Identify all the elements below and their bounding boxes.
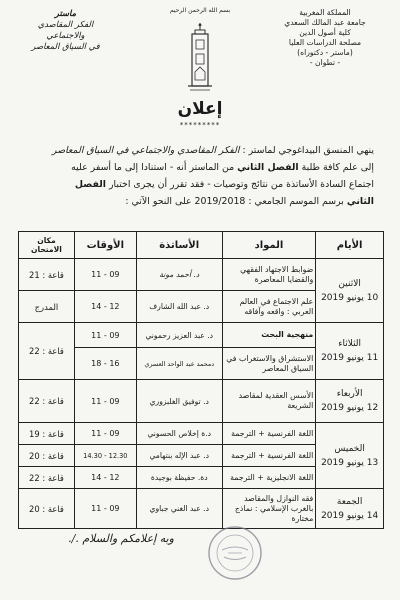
column-header-days: الأيام bbox=[316, 232, 384, 259]
body-text: إلى علم كافة طلبة bbox=[301, 162, 374, 173]
room-cell: قاعة : 20 bbox=[19, 445, 75, 467]
subject-cell: اللغة الانجليزية + الترجمة bbox=[222, 467, 316, 489]
divider-stars: ********* bbox=[179, 121, 221, 129]
time-cell: 12 - 14 bbox=[74, 467, 136, 489]
basmala: بسم الله الرحمن الرحيم bbox=[169, 7, 231, 14]
column-header-times: الأوقات bbox=[74, 232, 136, 259]
day-date: 14 يونيو 2019 bbox=[321, 510, 379, 521]
day-date: 12 يونيو 2019 bbox=[321, 403, 379, 413]
closing-text: وبه إعلامكم والسلام ./. bbox=[68, 532, 174, 545]
announcement-body bbox=[22, 142, 374, 210]
exam-schedule-table bbox=[18, 231, 384, 529]
day-cell bbox=[316, 423, 384, 489]
header-line: مصلحة الدراسات العليا bbox=[288, 38, 362, 47]
program-line: الفكر المقاصدي والاجتماعي bbox=[37, 19, 94, 40]
room-cell: قاعة : 20 bbox=[19, 489, 75, 529]
day-cell bbox=[316, 380, 384, 423]
semester-text: الثاني bbox=[346, 196, 374, 207]
time-cell: 09 - 11 bbox=[74, 489, 136, 529]
table-row bbox=[19, 323, 384, 348]
official-stamp bbox=[206, 524, 264, 582]
header-line: - تطوان - bbox=[309, 58, 341, 67]
day-date: 13 يونيو 2019 bbox=[321, 457, 379, 468]
subject-cell: اللغة الفرنسية + الترجمة bbox=[222, 423, 316, 445]
day-name: الاثنين bbox=[338, 278, 361, 289]
body-text: من الماستر أنه - استنادا إلى ما أسفر عليه bbox=[71, 162, 235, 173]
body-line bbox=[22, 176, 374, 193]
time-cell: 09 - 11 bbox=[74, 380, 136, 423]
body-text: اجتماع السادة الأساتذة من نتائج وتوصيات - فقد تقرر أن يجرى اختبار bbox=[109, 179, 374, 190]
column-header-professors: الأساتذة bbox=[136, 232, 222, 259]
body-line bbox=[22, 142, 374, 159]
header-line: (ماستر - دكتوراه) bbox=[297, 48, 353, 57]
room-cell: قاعة : 22 bbox=[19, 467, 75, 489]
body-text: ينهي المنسق البيداغوجي لماستر : bbox=[242, 145, 374, 156]
time-cell: 12.30 - 14.30 bbox=[74, 445, 136, 467]
time-cell: 12 - 14 bbox=[74, 291, 136, 323]
time-cell: 09 - 11 bbox=[74, 323, 136, 348]
column-header-room: مكان الامتحان bbox=[19, 232, 75, 259]
day-name: الجمعة bbox=[336, 496, 363, 507]
room-cell: قاعة : 22 bbox=[19, 323, 75, 380]
subject-cell: اللغة الفرنسية + الترجمة bbox=[222, 445, 316, 467]
table-header-row bbox=[19, 232, 384, 259]
header-line: المملكة المغربية bbox=[299, 8, 351, 17]
time-cell: 16 - 18 bbox=[74, 348, 136, 380]
body-line bbox=[22, 159, 374, 176]
master-name: الفكر المقاصدي والاجتماعي في السياق المعاصر bbox=[52, 145, 240, 156]
program-line: ماستر bbox=[54, 8, 77, 18]
professor-cell: دمحمد عبد الواحد العسري bbox=[136, 348, 222, 380]
header-line: كلية أصول الدين bbox=[299, 28, 351, 37]
professor-cell: د. عبد الإله بنتهامي bbox=[136, 445, 222, 467]
professor-cell: د. توفيق الغلبزوري bbox=[136, 380, 222, 423]
body-line bbox=[22, 193, 374, 210]
subject-cell: علم الاجتماع في العالم العربي : واقعه وآفاقه bbox=[222, 291, 316, 323]
room-cell: قاعة : 19 bbox=[19, 423, 75, 445]
semester-text: الفصل bbox=[74, 179, 107, 190]
time-cell: 09 - 11 bbox=[74, 259, 136, 291]
subject-cell: الاستشراق والاستغراب في السياق المعاصر bbox=[222, 348, 316, 380]
professor-cell: د. عبد الله الشارف bbox=[136, 291, 222, 323]
page-title: إعلان bbox=[177, 99, 223, 119]
subject-cell: فقه النوازل والمقاصد بالغرب الإسلامي : نماذج مختارة bbox=[222, 489, 316, 529]
master-program-header bbox=[18, 8, 113, 52]
program-line: في السياق المعاصر bbox=[31, 41, 100, 51]
minaret-logo bbox=[186, 22, 214, 96]
day-cell bbox=[316, 323, 384, 380]
institution-header bbox=[266, 8, 384, 68]
day-cell bbox=[316, 259, 384, 323]
professor-cell: د. عبد العزيز رحموني bbox=[136, 323, 222, 348]
room-cell: قاعة : 21 bbox=[19, 259, 75, 291]
room-cell: المدرج bbox=[19, 291, 75, 323]
body-text: برسم الموسم الجامعي : 2019/2018 على النحو الآتي : bbox=[125, 196, 344, 207]
header-line: جامعة عبد المالك السعدي bbox=[284, 18, 366, 27]
subject-cell: ضوابط الاجتهاد الفقهي والقضايا المعاصرة bbox=[222, 259, 316, 291]
column-header-subjects: المواد bbox=[222, 232, 316, 259]
room-cell: قاعة : 22 bbox=[19, 380, 75, 423]
day-cell bbox=[316, 489, 384, 529]
professor-cell: د. عبد الغني جباوي bbox=[136, 489, 222, 529]
professor-cell: دة. حفيظة بوجيدة bbox=[136, 467, 222, 489]
table-row bbox=[19, 259, 384, 291]
professor-cell: د.ة إخلاص الحسوني bbox=[136, 423, 222, 445]
table-row bbox=[19, 423, 384, 445]
day-date: 10 يونيو 2019 bbox=[321, 292, 379, 303]
professor-cell: د. أحمد مونة bbox=[136, 259, 222, 291]
subject-cell: الأسس العقدية لمقاصد الشريعة bbox=[222, 380, 316, 423]
day-name: الثلاثاء bbox=[338, 339, 362, 349]
table-row bbox=[19, 380, 384, 423]
day-name: الخميس bbox=[334, 443, 365, 454]
table-row bbox=[19, 489, 384, 529]
time-cell: 09 - 11 bbox=[74, 423, 136, 445]
semester-text: الفصل الثاني bbox=[237, 162, 299, 173]
day-name: الأربعاء bbox=[336, 389, 363, 399]
day-date: 11 يونيو 2019 bbox=[321, 353, 379, 363]
subject-cell: منهجية البحث bbox=[222, 323, 316, 348]
